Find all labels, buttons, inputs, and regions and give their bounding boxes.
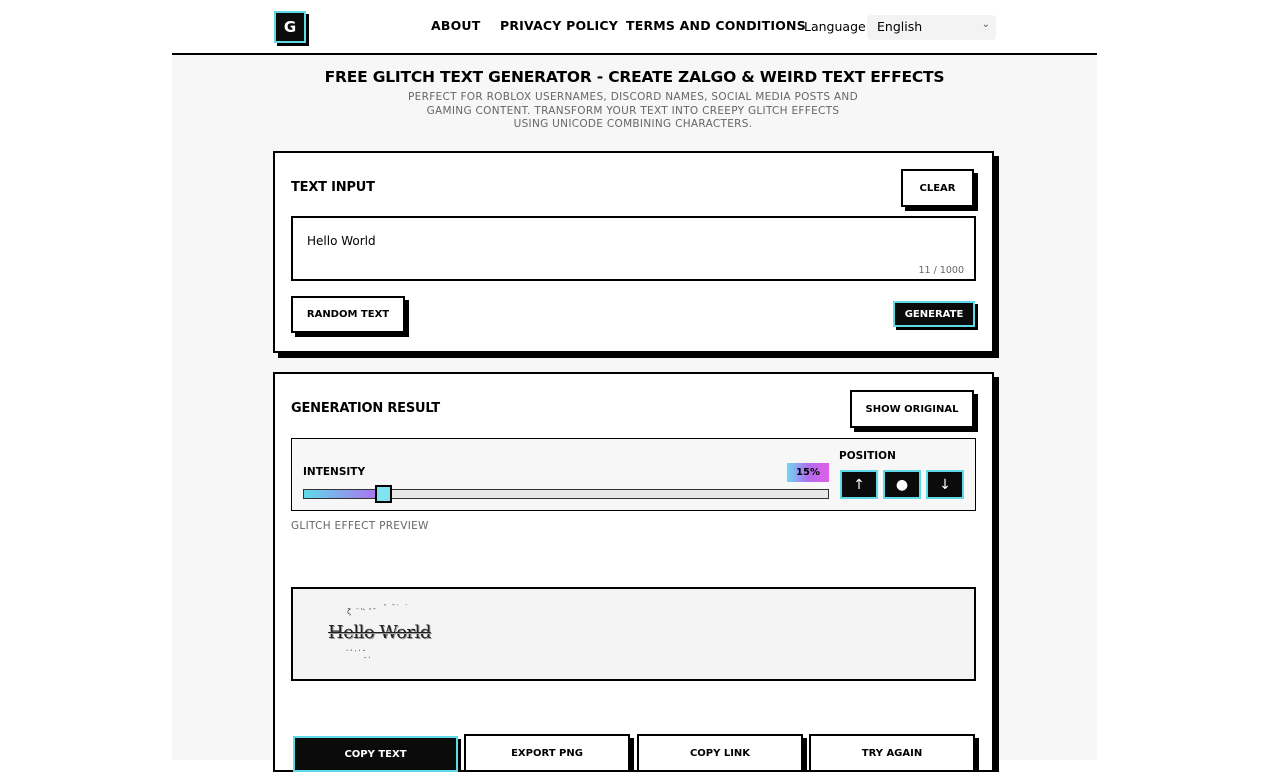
intensity-badge: 15% bbox=[787, 463, 829, 482]
nav-terms-and-conditions[interactable]: TERMS AND CONDITIONS bbox=[626, 18, 806, 33]
random-text-button[interactable]: RANDOM TEXT bbox=[291, 296, 405, 333]
intensity-slider-thumb[interactable] bbox=[375, 485, 392, 503]
copy-link-button[interactable]: COPY LINK bbox=[637, 734, 803, 772]
language-select[interactable] bbox=[867, 15, 996, 40]
intensity-slider-fill bbox=[304, 490, 383, 498]
try-again-button[interactable]: TRY AGAIN bbox=[809, 734, 975, 772]
char-count: 11 / 1000 bbox=[918, 265, 964, 276]
position-label: POSITION bbox=[839, 450, 896, 462]
language-label: Language bbox=[804, 19, 866, 34]
export-png-button[interactable]: EXPORT PNG bbox=[464, 734, 630, 772]
position-up-button[interactable]: ↑ bbox=[840, 470, 878, 499]
glitch-noise-top-2: ˇ ̄ ˙ ̇ bbox=[383, 604, 405, 612]
nav-privacy-policy[interactable]: PRIVACY POLICY bbox=[500, 18, 618, 33]
clear-button[interactable]: CLEAR bbox=[901, 169, 974, 207]
generate-button[interactable]: GENERATE bbox=[893, 301, 975, 327]
page-subtitle: PERFECT FOR ROBLOX USERNAMES, DISCORD NAMES, SOCIAL MEDIA POSTS AND GAMING CONTENT. TRANSFORM YOUR TEXT INTO CREEPY GLITCH EFFECTS USING UNICODE COMBINING CHARACTERS. bbox=[408, 91, 858, 130]
position-down-button[interactable]: ↓ bbox=[926, 470, 964, 499]
preview-label: GLITCH EFFECT PREVIEW bbox=[291, 520, 429, 532]
text-input-value: Hello World bbox=[307, 234, 376, 248]
logo[interactable]: G bbox=[274, 11, 306, 43]
glitch-noise-top: ζ ̈ ̾ ͛ ̃ ̄ bbox=[347, 608, 373, 616]
text-input-title: TEXT INPUT bbox=[291, 180, 375, 195]
position-middle-button[interactable]: ● bbox=[883, 470, 921, 499]
show-original-button[interactable]: SHOW ORIGINAL bbox=[850, 390, 974, 428]
intensity-label: INTENSITY bbox=[303, 466, 366, 478]
glitch-preview-text[interactable]: Hello World bbox=[328, 622, 431, 643]
generation-result-card bbox=[273, 372, 994, 772]
glitch-noise-bottom: ̖ ̥ ̩ ̦ ̝ bbox=[345, 643, 362, 651]
glitch-noise-bottom-2: ̤ ̗ bbox=[363, 650, 368, 658]
text-input-field[interactable] bbox=[291, 216, 976, 281]
generation-result-title: GENERATION RESULT bbox=[291, 401, 440, 416]
language-value: English bbox=[877, 19, 923, 34]
nav-about[interactable]: ABOUT bbox=[431, 18, 481, 33]
page-title: FREE GLITCH TEXT GENERATOR - CREATE ZALGO & WEIRD TEXT EFFECTS bbox=[324, 68, 945, 86]
copy-text-button[interactable]: COPY TEXT bbox=[293, 736, 458, 772]
chevron-down-icon: ⌄ bbox=[981, 19, 990, 30]
